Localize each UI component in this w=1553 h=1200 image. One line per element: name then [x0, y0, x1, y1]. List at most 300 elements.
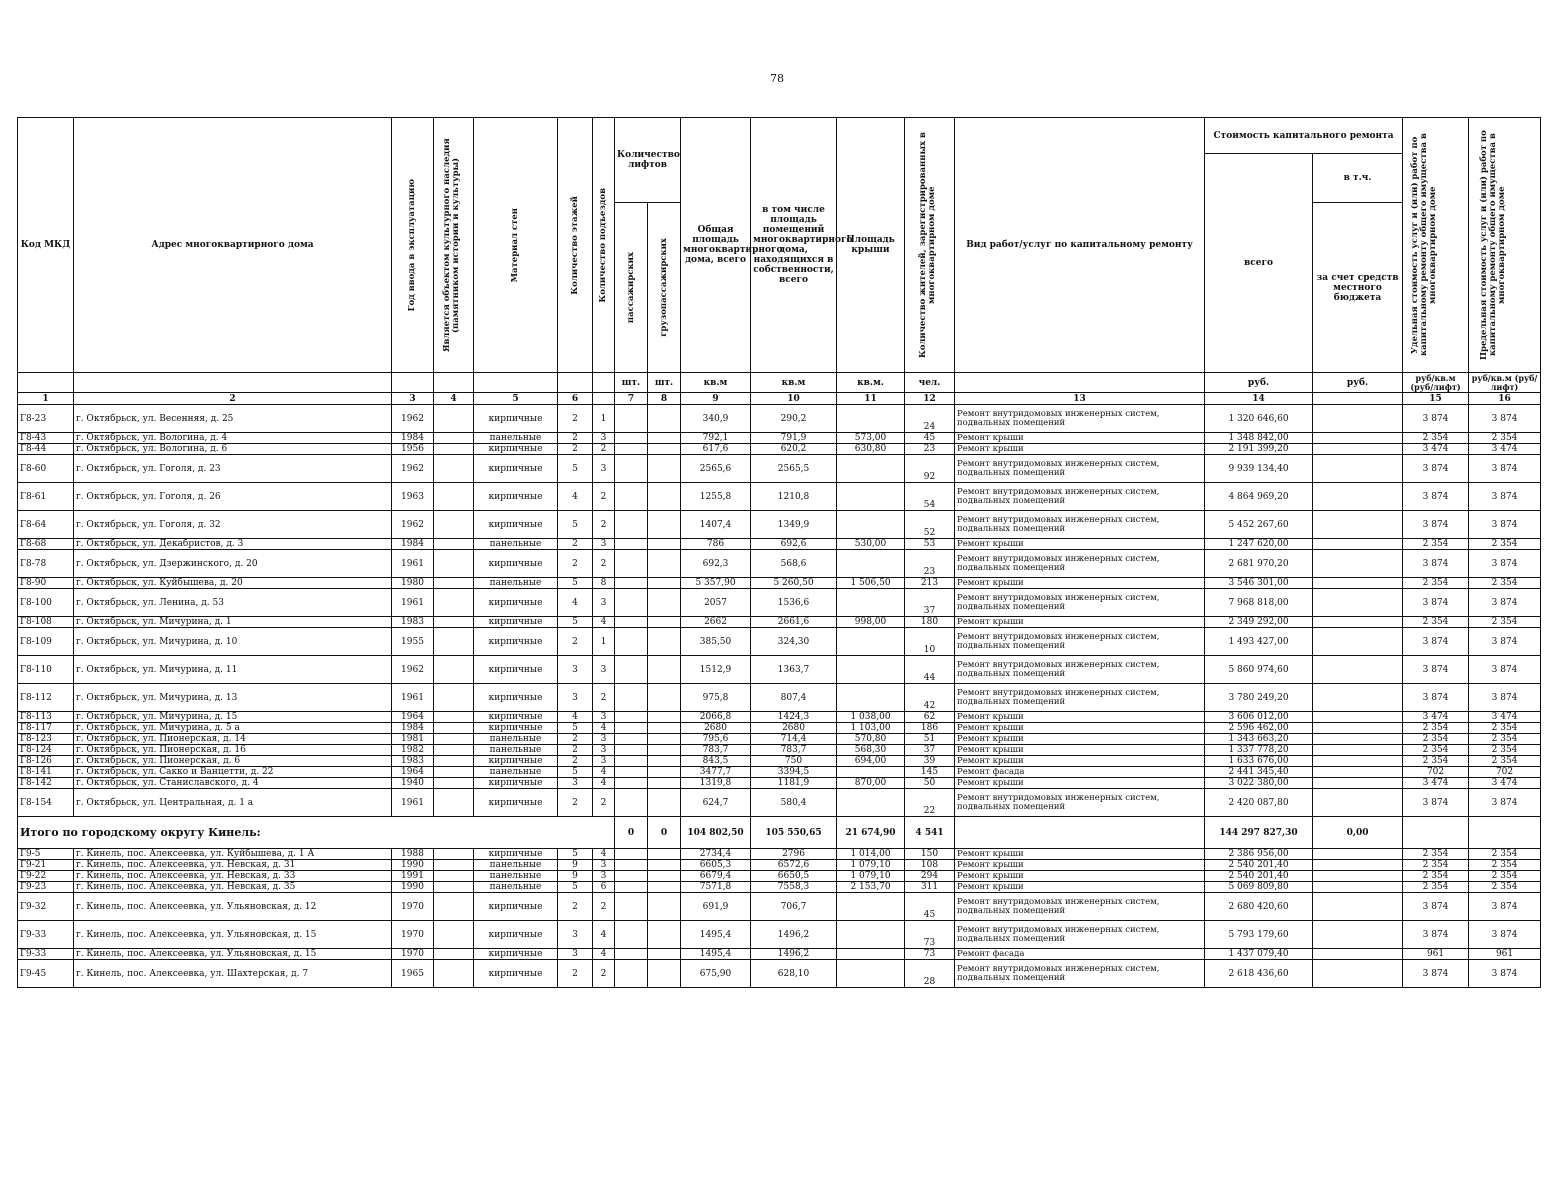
table-row — [18, 778, 1541, 789]
row-heritage — [434, 756, 474, 767]
row-heritage — [434, 628, 474, 656]
row-area-owned: 568,6 — [751, 550, 837, 578]
row-roof-area: 570,80 — [837, 734, 905, 745]
row-area-owned: 6572,6 — [751, 860, 837, 871]
row-heritage — [434, 589, 474, 617]
unit-9: кв.м — [681, 373, 751, 393]
row-lifts-pass — [615, 723, 648, 734]
row-work: Ремонт внутридомовых инженерных систем, подвальных помещений — [955, 921, 1205, 949]
row-work: Ремонт внутридомовых инженерных систем, подвальных помещений — [955, 550, 1205, 578]
row-floors: 2 — [558, 550, 593, 578]
row-unit-cost: 3 874 — [1403, 684, 1469, 712]
row-cost: 1 493 427,00 — [1205, 628, 1313, 656]
row-lifts-cargo — [648, 589, 681, 617]
table-row — [18, 949, 1541, 960]
row-residents: 150 — [905, 849, 955, 860]
colnum: 6 — [558, 393, 593, 405]
row-area-owned: 1424,3 — [751, 712, 837, 723]
table-row — [18, 882, 1541, 893]
row-lifts-pass — [615, 778, 648, 789]
row-lifts-cargo — [648, 483, 681, 511]
row-residents: 73 — [905, 921, 955, 949]
row-floors: 2 — [558, 960, 593, 988]
row-lifts-cargo — [648, 789, 681, 817]
row-unit-cost: 3 874 — [1403, 483, 1469, 511]
unit-14b: руб. — [1313, 373, 1403, 393]
row-residents: 22 — [905, 789, 955, 817]
row-roof-area: 1 014,00 — [837, 849, 905, 860]
row-area-total: 2565,6 — [681, 455, 751, 483]
row-wall: кирпичные — [474, 684, 558, 712]
row-cost: 2 386 956,00 — [1205, 849, 1313, 860]
row-limit-cost: 2 354 — [1469, 849, 1541, 860]
row-lifts-cargo — [648, 444, 681, 455]
row-cost: 2 540 201,40 — [1205, 871, 1313, 882]
row-limit-cost: 702 — [1469, 767, 1541, 778]
row-year: 1961 — [392, 789, 434, 817]
row-roof-area — [837, 589, 905, 617]
row-roof-area — [837, 893, 905, 921]
row-year: 1983 — [392, 617, 434, 628]
row-unit-cost: 961 — [1403, 949, 1469, 960]
row-work: Ремонт крыши — [955, 617, 1205, 628]
row-area-total: 1319,8 — [681, 778, 751, 789]
row-limit-cost: 3 474 — [1469, 712, 1541, 723]
row-entrances: 2 — [593, 684, 615, 712]
row-year: 1990 — [392, 860, 434, 871]
row-work: Ремонт крыши — [955, 871, 1205, 882]
table-body-kinel — [18, 849, 1541, 988]
total-label: Итого по городскому округу Кинель: — [18, 817, 615, 849]
row-address: г. Октябрьск, ул. Гоголя, д. 32 — [74, 511, 392, 539]
total-lifts-pass: 0 — [615, 817, 648, 849]
row-address: г. Кинель, пос. Алексеевка, ул. Невская, д. 35 — [74, 882, 392, 893]
row-cost: 9 939 134,40 — [1205, 455, 1313, 483]
colnum: 11 — [837, 393, 905, 405]
row-wall: кирпичные — [474, 511, 558, 539]
row-lifts-cargo — [648, 656, 681, 684]
row-floors: 3 — [558, 921, 593, 949]
row-lifts-cargo — [648, 778, 681, 789]
row-lifts-cargo — [648, 684, 681, 712]
row-limit-cost: 3 874 — [1469, 483, 1541, 511]
row-lifts-cargo — [648, 960, 681, 988]
table-row — [18, 723, 1541, 734]
row-address: г. Октябрьск, ул. Мичурина, д. 15 — [74, 712, 392, 723]
colnum: 14 — [1205, 393, 1313, 405]
row-floors: 5 — [558, 767, 593, 778]
table-row — [18, 617, 1541, 628]
header-wall: Материал стен — [474, 118, 558, 373]
row-residents: 186 — [905, 723, 955, 734]
colnum: 4 — [434, 393, 474, 405]
row-work: Ремонт фасада — [955, 767, 1205, 778]
row-cost: 5 069 809,80 — [1205, 882, 1313, 893]
row-heritage — [434, 949, 474, 960]
row-limit-cost: 2 354 — [1469, 578, 1541, 589]
row-roof-area: 2 153,70 — [837, 882, 905, 893]
table-row — [18, 589, 1541, 617]
row-local — [1313, 405, 1403, 433]
row-entrances: 3 — [593, 712, 615, 723]
row-year: 1962 — [392, 656, 434, 684]
row-area-owned: 1181,9 — [751, 778, 837, 789]
row-floors: 2 — [558, 893, 593, 921]
row-lifts-pass — [615, 628, 648, 656]
row-area-total: 786 — [681, 539, 751, 550]
row-code: Г9-33 — [18, 921, 74, 949]
row-floors: 2 — [558, 405, 593, 433]
row-limit-cost: 3 874 — [1469, 684, 1541, 712]
row-cost: 4 864 969,20 — [1205, 483, 1313, 511]
row-cost: 5 793 179,60 — [1205, 921, 1313, 949]
row-code: Г8-113 — [18, 712, 74, 723]
unit-8: шт. — [648, 373, 681, 393]
row-code: Г8-123 — [18, 734, 74, 745]
row-cost: 1 343 663,20 — [1205, 734, 1313, 745]
row-wall: кирпичные — [474, 589, 558, 617]
row-local — [1313, 745, 1403, 756]
row-entrances: 4 — [593, 767, 615, 778]
row-address: г. Октябрьск, ул. Мичурина, д. 11 — [74, 656, 392, 684]
units-row — [18, 373, 1541, 393]
row-heritage — [434, 734, 474, 745]
row-entrances: 4 — [593, 849, 615, 860]
row-wall: кирпичные — [474, 483, 558, 511]
row-lifts-cargo — [648, 628, 681, 656]
row-year: 1962 — [392, 511, 434, 539]
row-code: Г9-5 — [18, 849, 74, 860]
row-entrances: 4 — [593, 617, 615, 628]
table-row — [18, 849, 1541, 860]
header-lifts-pass: пассажирских — [615, 203, 648, 373]
header-cost-local: за счет средств местного бюджета — [1313, 203, 1403, 373]
row-roof-area — [837, 511, 905, 539]
row-area-owned: 6650,5 — [751, 871, 837, 882]
row-entrances: 2 — [593, 483, 615, 511]
row-address: г. Октябрьск, ул. Мичурина, д. 13 — [74, 684, 392, 712]
row-wall: кирпичные — [474, 778, 558, 789]
row-area-total: 385,50 — [681, 628, 751, 656]
row-local — [1313, 550, 1403, 578]
row-roof-area — [837, 960, 905, 988]
row-address: г. Кинель, пос. Алексеевка, ул. Невская, д. 31 — [74, 860, 392, 871]
total-local: 0,00 — [1313, 817, 1403, 849]
header-work: Вид работ/услуг по капитальному ремонту — [955, 118, 1205, 373]
row-local — [1313, 723, 1403, 734]
row-residents: 180 — [905, 617, 955, 628]
unit-15: руб/кв.м (руб/лифт) — [1403, 373, 1469, 393]
row-entrances: 3 — [593, 860, 615, 871]
row-limit-cost: 3 474 — [1469, 778, 1541, 789]
row-cost: 2 540 201,40 — [1205, 860, 1313, 871]
row-area-total: 617,6 — [681, 444, 751, 455]
row-code: Г8-61 — [18, 483, 74, 511]
row-limit-cost: 3 874 — [1469, 550, 1541, 578]
row-area-total: 843,5 — [681, 756, 751, 767]
header-heritage: Является объектом культурного наследия (памятником истории и культуры) — [434, 118, 474, 373]
row-lifts-cargo — [648, 723, 681, 734]
table-row — [18, 578, 1541, 589]
row-area-owned: 290,2 — [751, 405, 837, 433]
row-lifts-pass — [615, 745, 648, 756]
row-code: Г8-108 — [18, 617, 74, 628]
header-roof-area: Площадь крыши — [837, 118, 905, 373]
table-body-oktyabrsk — [18, 405, 1541, 817]
row-area-total: 624,7 — [681, 789, 751, 817]
row-work: Ремонт фасада — [955, 949, 1205, 960]
row-unit-cost: 3 874 — [1403, 921, 1469, 949]
row-unit-cost: 2 354 — [1403, 539, 1469, 550]
row-lifts-pass — [615, 893, 648, 921]
row-year: 1982 — [392, 745, 434, 756]
table-row — [18, 921, 1541, 949]
row-work: Ремонт крыши — [955, 539, 1205, 550]
row-year: 1955 — [392, 628, 434, 656]
row-roof-area — [837, 789, 905, 817]
row-code: Г8-100 — [18, 589, 74, 617]
row-area-total: 1512,9 — [681, 656, 751, 684]
row-residents: 42 — [905, 684, 955, 712]
row-unit-cost: 3 874 — [1403, 789, 1469, 817]
row-area-owned: 791,9 — [751, 433, 837, 444]
header-area-owned: в том числе площадь помещений многоквартирного дома, находящихся в собственности, всего — [751, 118, 837, 373]
row-limit-cost: 3 874 — [1469, 921, 1541, 949]
row-limit-cost: 2 354 — [1469, 539, 1541, 550]
row-roof-area: 1 038,00 — [837, 712, 905, 723]
total-area-total: 104 802,50 — [681, 817, 751, 849]
total-section — [18, 817, 1541, 849]
row-cost: 2 420 087,80 — [1205, 789, 1313, 817]
row-roof-area: 573,00 — [837, 433, 905, 444]
row-lifts-pass — [615, 617, 648, 628]
row-roof-area: 694,00 — [837, 756, 905, 767]
row-cost: 7 968 818,00 — [1205, 589, 1313, 617]
row-area-total: 6679,4 — [681, 871, 751, 882]
row-unit-cost: 3 874 — [1403, 455, 1469, 483]
total-area-owned: 105 550,65 — [751, 817, 837, 849]
row-limit-cost: 2 354 — [1469, 871, 1541, 882]
row-limit-cost: 3 874 — [1469, 511, 1541, 539]
row-heritage — [434, 617, 474, 628]
table-row — [18, 656, 1541, 684]
row-floors: 3 — [558, 656, 593, 684]
row-roof-area: 630,80 — [837, 444, 905, 455]
row-address: г. Октябрьск, ул. Весенняя, д. 25 — [74, 405, 392, 433]
table-row — [18, 684, 1541, 712]
row-floors: 3 — [558, 949, 593, 960]
row-wall: кирпичные — [474, 455, 558, 483]
row-residents: 23 — [905, 550, 955, 578]
row-area-owned: 706,7 — [751, 893, 837, 921]
row-work: Ремонт крыши — [955, 712, 1205, 723]
row-work: Ремонт крыши — [955, 723, 1205, 734]
row-area-owned: 5 260,50 — [751, 578, 837, 589]
table-row — [18, 960, 1541, 988]
row-code: Г8-110 — [18, 656, 74, 684]
row-unit-cost: 3 474 — [1403, 712, 1469, 723]
row-work: Ремонт крыши — [955, 756, 1205, 767]
colnum: 7 — [615, 393, 648, 405]
row-local — [1313, 455, 1403, 483]
colnum: 9 — [681, 393, 751, 405]
row-work: Ремонт внутридомовых инженерных систем, подвальных помещений — [955, 628, 1205, 656]
row-wall: кирпичные — [474, 617, 558, 628]
row-area-total: 1495,4 — [681, 921, 751, 949]
row-entrances: 3 — [593, 745, 615, 756]
row-wall: панельные — [474, 745, 558, 756]
row-unit-cost: 3 874 — [1403, 893, 1469, 921]
row-cost: 2 681 970,20 — [1205, 550, 1313, 578]
row-work: Ремонт внутридомовых инженерных систем, подвальных помещений — [955, 455, 1205, 483]
row-entrances: 3 — [593, 734, 615, 745]
row-local — [1313, 539, 1403, 550]
row-unit-cost: 2 354 — [1403, 849, 1469, 860]
row-area-total: 1407,4 — [681, 511, 751, 539]
row-floors: 3 — [558, 778, 593, 789]
row-year: 1961 — [392, 589, 434, 617]
row-area-total: 340,9 — [681, 405, 751, 433]
row-local — [1313, 893, 1403, 921]
row-unit-cost: 3 874 — [1403, 656, 1469, 684]
row-unit-cost: 3 874 — [1403, 511, 1469, 539]
row-local — [1313, 882, 1403, 893]
row-heritage — [434, 455, 474, 483]
row-local — [1313, 778, 1403, 789]
row-lifts-cargo — [648, 893, 681, 921]
row-address: г. Октябрьск, ул. Станиславского, д. 4 — [74, 778, 392, 789]
row-limit-cost: 3 874 — [1469, 628, 1541, 656]
row-work: Ремонт внутридомовых инженерных систем, подвальных помещений — [955, 511, 1205, 539]
row-code: Г8-141 — [18, 767, 74, 778]
row-cost: 5 452 267,60 — [1205, 511, 1313, 539]
row-roof-area — [837, 483, 905, 511]
row-residents: 37 — [905, 589, 955, 617]
row-floors: 9 — [558, 860, 593, 871]
row-wall: кирпичные — [474, 723, 558, 734]
row-roof-area — [837, 767, 905, 778]
row-cost: 1 247 620,00 — [1205, 539, 1313, 550]
row-residents: 50 — [905, 778, 955, 789]
table-row — [18, 756, 1541, 767]
row-residents: 108 — [905, 860, 955, 871]
row-heritage — [434, 960, 474, 988]
row-area-owned: 1210,8 — [751, 483, 837, 511]
row-work: Ремонт внутридомовых инженерных систем, подвальных помещений — [955, 483, 1205, 511]
colnum: 16 — [1469, 393, 1541, 405]
header-code: Код МКД — [18, 118, 74, 373]
row-entrances: 2 — [593, 960, 615, 988]
row-floors: 2 — [558, 756, 593, 767]
row-work: Ремонт крыши — [955, 860, 1205, 871]
row-lifts-pass — [615, 860, 648, 871]
row-wall: кирпичные — [474, 789, 558, 817]
table-row — [18, 405, 1541, 433]
row-roof-area: 530,00 — [837, 539, 905, 550]
row-wall: панельные — [474, 539, 558, 550]
total-cost: 144 297 827,30 — [1205, 817, 1313, 849]
row-work: Ремонт внутридомовых инженерных систем, подвальных помещений — [955, 405, 1205, 433]
row-area-owned: 783,7 — [751, 745, 837, 756]
row-area-total: 7571,8 — [681, 882, 751, 893]
row-entrances: 4 — [593, 778, 615, 789]
row-unit-cost: 2 354 — [1403, 734, 1469, 745]
row-code: Г8-23 — [18, 405, 74, 433]
row-floors: 4 — [558, 483, 593, 511]
row-address: г. Октябрьск, ул. Куйбышева, д. 20 — [74, 578, 392, 589]
row-year: 1962 — [392, 405, 434, 433]
row-address: г. Кинель, пос. Алексеевка, ул. Ульяновская, д. 12 — [74, 893, 392, 921]
row-lifts-cargo — [648, 539, 681, 550]
row-unit-cost: 2 354 — [1403, 723, 1469, 734]
row-heritage — [434, 511, 474, 539]
row-heritage — [434, 712, 474, 723]
row-area-owned: 1363,7 — [751, 656, 837, 684]
row-floors: 5 — [558, 617, 593, 628]
row-entrances: 3 — [593, 871, 615, 882]
row-heritage — [434, 483, 474, 511]
row-lifts-cargo — [648, 860, 681, 871]
row-area-owned: 2796 — [751, 849, 837, 860]
row-residents: 52 — [905, 511, 955, 539]
row-cost: 3 022 380,00 — [1205, 778, 1313, 789]
table-row — [18, 712, 1541, 723]
header-lifts-cargo: грузопассажирских — [648, 203, 681, 373]
row-local — [1313, 871, 1403, 882]
row-code: Г8-90 — [18, 578, 74, 589]
colnum: 10 — [751, 393, 837, 405]
row-wall: кирпичные — [474, 893, 558, 921]
row-heritage — [434, 893, 474, 921]
row-residents: 23 — [905, 444, 955, 455]
row-residents: 10 — [905, 628, 955, 656]
row-code: Г8-43 — [18, 433, 74, 444]
row-local — [1313, 860, 1403, 871]
row-year: 1970 — [392, 949, 434, 960]
row-residents: 213 — [905, 578, 955, 589]
row-lifts-cargo — [648, 550, 681, 578]
row-year: 1965 — [392, 960, 434, 988]
row-local — [1313, 589, 1403, 617]
row-unit-cost: 2 354 — [1403, 871, 1469, 882]
row-work: Ремонт внутридомовых инженерных систем, подвальных помещений — [955, 893, 1205, 921]
row-unit-cost: 2 354 — [1403, 617, 1469, 628]
row-address: г. Кинель, пос. Алексеевка, ул. Шахтерская, д. 7 — [74, 960, 392, 988]
row-area-total: 1495,4 — [681, 949, 751, 960]
row-entrances: 3 — [593, 455, 615, 483]
header-entrances: Количество подъездов — [593, 118, 615, 373]
row-residents: 24 — [905, 405, 955, 433]
row-residents: 39 — [905, 756, 955, 767]
row-area-total: 692,3 — [681, 550, 751, 578]
row-year: 1981 — [392, 734, 434, 745]
row-floors: 5 — [558, 849, 593, 860]
row-entrances: 6 — [593, 882, 615, 893]
row-roof-area: 1 506,50 — [837, 578, 905, 589]
row-unit-cost: 702 — [1403, 767, 1469, 778]
row-work: Ремонт внутридомовых инженерных систем, подвальных помещений — [955, 656, 1205, 684]
row-wall: кирпичные — [474, 921, 558, 949]
row-lifts-pass — [615, 960, 648, 988]
row-residents: 145 — [905, 767, 955, 778]
row-area-total: 675,90 — [681, 960, 751, 988]
table-row — [18, 539, 1541, 550]
colnum: 12 — [905, 393, 955, 405]
row-lifts-cargo — [648, 849, 681, 860]
row-lifts-pass — [615, 949, 648, 960]
header-lifts: Количество лифтов — [615, 118, 681, 203]
row-lifts-pass — [615, 882, 648, 893]
